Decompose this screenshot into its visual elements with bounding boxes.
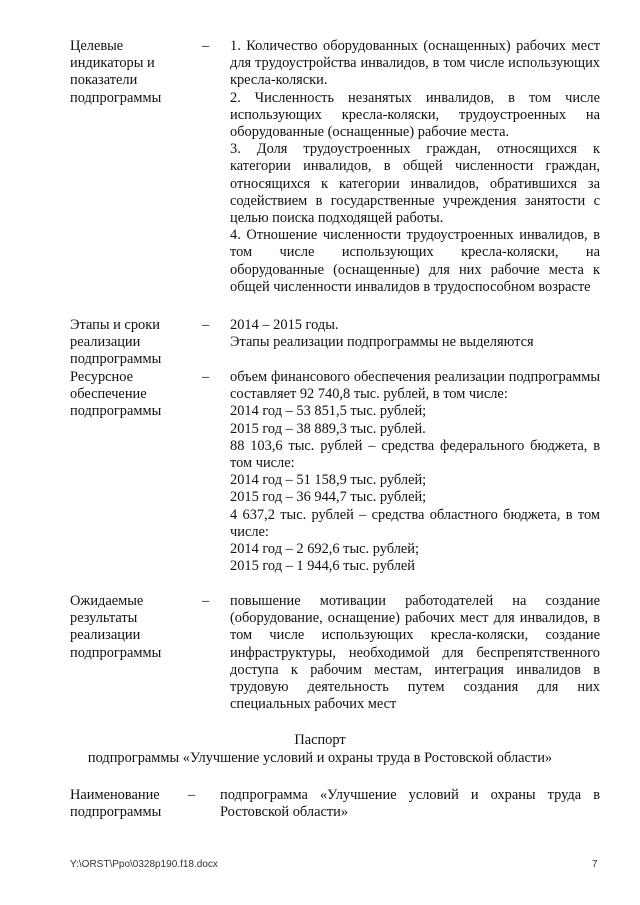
resource-item: 2014 год – 51 158,9 тыс. рублей; bbox=[230, 472, 427, 489]
section-label: Ожидаемые результаты реализации подпрограммы bbox=[70, 593, 162, 661]
resource-item: 4 637,2 тыс. рублей – средства областного бюджета, в том числе: bbox=[230, 506, 600, 540]
section-content bbox=[230, 593, 600, 713]
result-item: повышение мотивации работодателей на создание (оборудование, оснащение) рабочих мест для инвалидов, в том числе использующих кресла-коляски, создание инфраструктуры, необходимой для беспрепятственного доступа к рабочим местам, интеграция инвалидов в трудовую деятельность путем создания для них специальных рабочих мест bbox=[230, 593, 600, 713]
dash: – bbox=[202, 369, 210, 385]
resource-item: 2015 год – 38 889,3 тыс. рублей. bbox=[230, 420, 426, 437]
dash: – bbox=[202, 317, 210, 333]
resource-item: 2014 год – 2 692,6 тыс. рублей; bbox=[230, 541, 419, 558]
indicator-item: 2. Численность незанятых инвалидов, в том числе использующих кресла-коляски, трудоустроенных на оборудованные (оснащенные) рабочие места. bbox=[230, 89, 600, 141]
section-label: Целевые индикаторы и показатели подпрограммы bbox=[70, 38, 162, 106]
resource-item: объем финансового обеспечения реализации подпрограммы составляет 92 740,8 тыс. рублей, в том числе: bbox=[230, 369, 600, 403]
resource-item: 2015 год – 36 944,7 тыс. рублей; bbox=[230, 489, 427, 506]
resource-item: 2015 год – 1 944,6 тыс. рублей bbox=[230, 558, 415, 575]
name-item: подпрограмма «Улучшение условий и охраны труда в Ростовской области» bbox=[220, 787, 600, 821]
indicator-item: 3. Доля трудоустроенных граждан, относящихся к категории инвалидов, в общей численности граждан, относящихся к категории инвалидов, обратившихся за содействием в государственные учреждения занятости с целью поиска подходящей работы. bbox=[230, 141, 600, 227]
section-content bbox=[230, 38, 600, 296]
section-content bbox=[230, 369, 600, 575]
passport-subtitle: подпрограммы «Улучшение условий и охраны труда в Ростовской области» bbox=[87, 750, 553, 766]
dash: – bbox=[202, 38, 210, 54]
resource-item: 2014 год – 53 851,5 тыс. рублей; bbox=[230, 403, 427, 420]
resource-item: 88 103,6 тыс. рублей – средства федерального бюджета, в том числе: bbox=[230, 437, 600, 472]
section-label: Этапы и сроки реализации подпрограммы bbox=[70, 317, 162, 368]
section-label: Ресурсное обеспечение подпрограммы bbox=[70, 369, 162, 420]
section-label: Наименование подпрограммы bbox=[70, 787, 162, 821]
section-content bbox=[220, 787, 600, 821]
indicator-item: 4. Отношение численности трудоустроенных инвалидов, в том числе использующих кресла-коляски, на оборудованные (оснащенные) для них рабочие места к общей численности инвалидов в трудоспособном возрасте bbox=[230, 227, 600, 295]
footer-path: Y:\ORST\Ppo\0328p190.f18.docx bbox=[70, 859, 218, 870]
stage-item: 2014 – 2015 годы. bbox=[230, 317, 339, 333]
page-number: 7 bbox=[592, 859, 598, 870]
stage-item: Этапы реализации подпрограммы не выделяются bbox=[230, 334, 534, 351]
passport-title: Паспорт bbox=[294, 732, 346, 748]
dash: – bbox=[202, 593, 210, 609]
dash: – bbox=[188, 787, 196, 803]
section-content bbox=[230, 317, 600, 351]
indicator-item: 1. Количество оборудованных (оснащенных) рабочих мест для трудоустройства инвалидов, в том числе использующих кресла-коляски. bbox=[230, 38, 600, 89]
